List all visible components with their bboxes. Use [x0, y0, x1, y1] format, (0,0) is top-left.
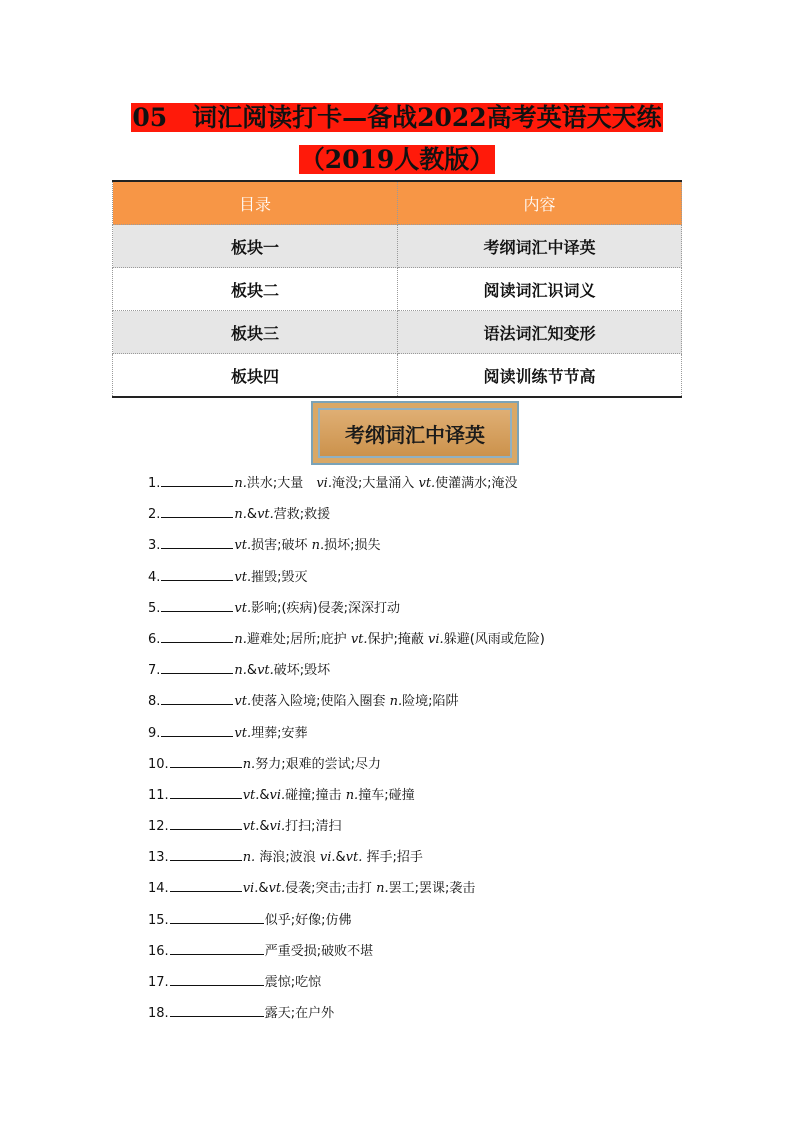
answer-blank[interactable] [170, 877, 242, 892]
list-item [148, 1002, 748, 1033]
item-definition: n.&vt.营救;救援 [234, 507, 331, 523]
answer-blank[interactable] [161, 690, 233, 705]
table-cell: 语法词汇知变形 [398, 311, 682, 354]
table-cell: 板块三 [113, 311, 398, 354]
item-number: 16. [148, 943, 169, 959]
answer-blank[interactable] [161, 659, 233, 674]
item-number: 1. [148, 476, 161, 491]
answer-blank[interactable] [170, 846, 242, 861]
answer-blank[interactable] [161, 472, 233, 487]
list-item [148, 877, 748, 908]
item-definition: vt.摧毁;毁灭 [234, 569, 308, 585]
item-number: 7. [148, 663, 161, 679]
item-definition: vt.&vi.碰撞;撞击 n.撞车;碰撞 [242, 787, 415, 803]
item-definition: 似乎;好像;仿佛 [264, 912, 352, 928]
item-number: 17. [148, 975, 169, 990]
item-definition: vt.损害;破坏 n.损坏;损失 [234, 538, 381, 554]
answer-blank[interactable] [170, 971, 264, 986]
item-number: 8. [148, 694, 161, 710]
item-number: 6. [148, 631, 161, 647]
item-number: 4. [148, 569, 161, 585]
subtitle-text: （2019人教版） [299, 145, 495, 174]
item-number: 18. [148, 1006, 169, 1022]
table-cell: 阅读词汇识词义 [398, 268, 682, 311]
list-item [148, 815, 748, 846]
list-item [148, 690, 748, 721]
item-definition: n.洪水;大量 vi.淹没;大量涌入 vt.使灌满水;淹没 [234, 476, 518, 491]
answer-blank[interactable] [170, 784, 242, 799]
answer-blank[interactable] [161, 566, 233, 581]
vocab-list [148, 472, 748, 1033]
item-number: 3. [148, 538, 161, 554]
item-definition: vt.使落入险境;使陷入圈套 n.险境;陷阱 [234, 694, 459, 710]
item-number: 13. [148, 850, 169, 866]
table-cell: 阅读训练节节高 [398, 354, 682, 398]
list-item [148, 628, 748, 659]
answer-blank[interactable] [170, 753, 242, 768]
title-text: 05 词汇阅读打卡—备战2022高考英语天天练 [132, 103, 662, 132]
item-definition: vt.埋葬;安葬 [234, 725, 308, 741]
answer-blank[interactable] [170, 940, 264, 955]
item-definition: vt.&vi.打扫;清扫 [242, 819, 342, 835]
list-item [148, 909, 748, 940]
table-row [113, 354, 682, 398]
table-row [113, 225, 682, 268]
answer-blank[interactable] [161, 628, 233, 643]
list-item [148, 503, 748, 534]
list-item [148, 722, 748, 753]
item-number: 10. [148, 756, 169, 772]
item-definition: n.努力;艰难的尝试;尽力 [242, 756, 381, 772]
item-number: 11. [148, 787, 169, 803]
header-content: 内容 [398, 181, 682, 225]
item-definition: n. 海浪;波浪 vi.&vt. 挥手;招手 [242, 850, 423, 866]
item-definition: n.避难处;居所;庇护 vt.保护;掩蔽 vi.躲避(风雨或危险) [234, 631, 545, 647]
item-number: 9. [148, 725, 161, 741]
answer-blank[interactable] [161, 534, 233, 549]
item-number: 14. [148, 881, 169, 897]
item-number: 2. [148, 507, 161, 523]
page-subtitle [0, 143, 794, 177]
answer-blank[interactable] [161, 722, 233, 737]
item-definition: 露天;在户外 [264, 1006, 335, 1022]
table-cell: 板块一 [113, 225, 398, 268]
list-item [148, 597, 748, 628]
item-definition: n.&vt.破坏;毁坏 [234, 663, 331, 679]
table-header-row [113, 181, 682, 225]
item-number: 5. [148, 600, 161, 616]
table-row [113, 311, 682, 354]
list-item [148, 659, 748, 690]
answer-blank[interactable] [170, 815, 242, 830]
list-item [148, 784, 748, 815]
answer-blank[interactable] [170, 909, 264, 924]
item-definition: 震惊;吃惊 [264, 975, 322, 990]
answer-blank[interactable] [170, 1002, 264, 1017]
list-item [148, 940, 748, 971]
table-cell: 板块二 [113, 268, 398, 311]
page-title [0, 101, 794, 135]
answer-blank[interactable] [161, 503, 233, 518]
item-number: 15. [148, 912, 169, 928]
item-definition: vi.&vt.侵袭;突击;击打 n.罢工;罢课;袭击 [242, 881, 476, 897]
table-cell: 板块四 [113, 354, 398, 398]
item-number: 12. [148, 819, 169, 835]
answer-blank[interactable] [161, 597, 233, 612]
item-definition: vt.影响;(疾病)侵袭;深深打动 [234, 600, 401, 616]
section-heading-box: 考纲词汇中译英 [311, 401, 519, 465]
table-cell: 考纲词汇中译英 [398, 225, 682, 268]
list-item [148, 971, 748, 1002]
item-definition: 严重受损;破败不堪 [264, 943, 374, 959]
contents-table [112, 180, 682, 398]
table-row [113, 268, 682, 311]
list-item [148, 534, 748, 565]
list-item [148, 753, 748, 784]
header-toc: 目录 [113, 181, 398, 225]
list-item [148, 566, 748, 597]
list-item [148, 472, 748, 503]
list-item [148, 846, 748, 877]
